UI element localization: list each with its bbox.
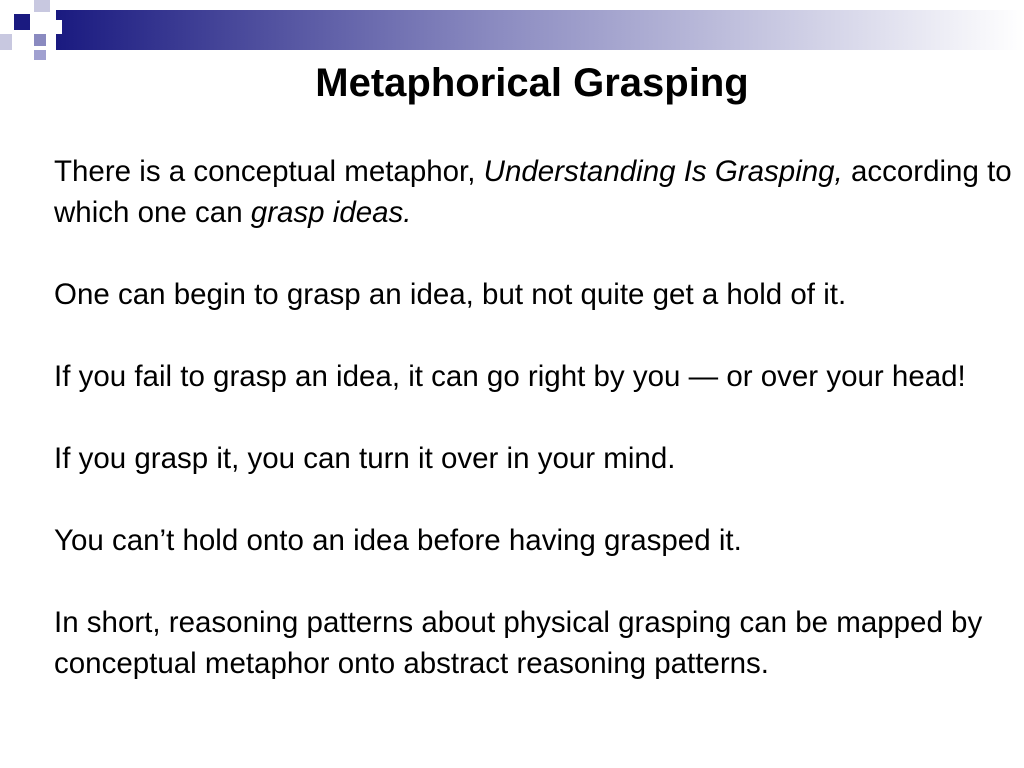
emphasized-text: grasp ideas. [250,196,412,229]
paragraph-text: One can begin to grasp an idea, but not quite get a hold of it. [54,278,847,311]
paragraph-text: If you grasp it, you can turn it over in your mind. [54,442,676,475]
body-paragraph [54,602,1022,684]
banner-square-light [34,0,50,12]
slide-title: Metaphorical Grasping [315,61,749,105]
body-paragraph [54,520,1022,561]
paragraph-text: You can’t hold onto an idea before having grasped it. [54,524,742,557]
banner-square-light [0,34,12,50]
banner-square-mid [34,34,46,46]
paragraph-text: according to which one can [54,155,1012,229]
body-paragraph [54,151,1022,233]
banner-square-dark [14,14,30,30]
paragraph-text: There is a conceptual metaphor, [54,155,484,188]
decorative-banner [0,0,1024,60]
body-paragraph [54,356,1022,397]
banner-square-white [50,20,62,34]
paragraph-text: In short, reasoning patterns about physical grasping can be mapped by conceptual metaphor onto abstract reasoning patterns. [54,606,983,680]
gradient-bar [56,10,1024,50]
body-paragraph [54,438,1022,479]
body-paragraph [54,274,1022,315]
slide-body [54,151,1022,684]
emphasized-text: Understanding Is Grasping, [483,155,843,188]
paragraph-text: If you fail to grasp an idea, it can go right by you — or over your head! [54,360,966,393]
